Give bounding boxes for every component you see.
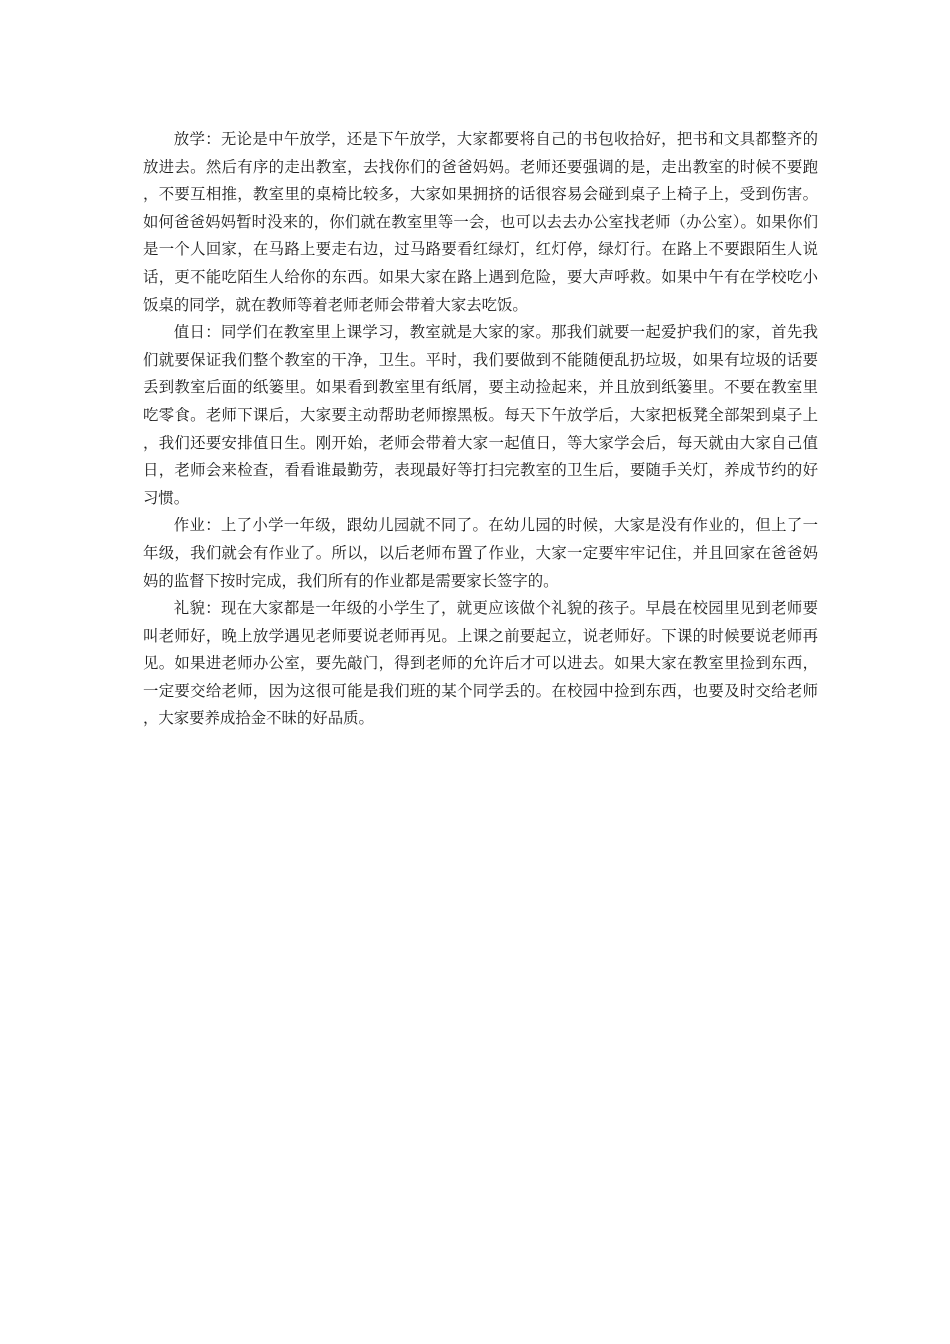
paragraph-homework: 作业：上了小学一年级，跟幼儿园就不同了。在幼儿园的时候，大家是没有作业的，但上了一年级，我们就会有作业了。所以，以后老师布置了作业，大家一定要牢牢记住，并且回家在爸爸妈妈的监督下按时完成，我们所有的作业都是需要家长签字的。 (143, 516, 818, 590)
paragraph-duty: 值日：同学们在教室里上课学习，教室就是大家的家。那我们就要一起爱护我们的家，首先我们就要保证我们整个教室的干净，卫生。平时，我们要做到不能随便乱扔垃圾，如果有垃圾的话要丢到教室后面的纸篓里。如果看到教室里有纸屑，要主动捡起来，并且放到纸篓里。不要在教室里吃零食。老师下课后，大家要主动帮助老师擦黑板。每天下午放学后，大家把板凳全部架到桌子上，我们还要安排值日生。刚开始，老师会带着大家一起值日，等大家学会后，每天就由大家自己值日，老师会来检查，看看谁最勤劳，表现最好等打扫完教室的卫生后，要随手关灯，养成节约的好习惯。 (143, 323, 818, 507)
paragraph-dismissal: 放学：无论是中午放学，还是下午放学，大家都要将自己的书包收拾好，把书和文具都整齐的放进去。然后有序的走出教室，去找你们的爸爸妈妈。老师还要强调的是，走出教室的时候不要跑，不要互相推，教室里的桌椅比较多，大家如果拥挤的话很容易会碰到桌子上椅子上，受到伤害。如何爸爸妈妈暂时没来的，你们就在教室里等一会，也可以去去办公室找老师（办公室）。如果你们是一个人回家，在马路上要走右边，过马路要看红绿灯，红灯停，绿灯行。在路上不要跟陌生人说话，更不能吃陌生人给你的东西。如果大家在路上遇到危险，要大声呼救。如果中午有在学校吃小饭桌的同学，就在教师等着老师老师会带着大家去吃饭。 (143, 130, 818, 314)
document-body (143, 126, 818, 733)
paragraph-manners: 礼貌：现在大家都是一年级的小学生了，就更应该做个礼貌的孩子。早晨在校园里见到老师要叫老师好，晚上放学遇见老师要说老师再见。上课之前要起立，说老师好。下课的时候要说老师再见。如果进老师办公室，要先敲门，得到老师的允许后才可以进去。如果大家在教室里捡到东西，一定要交给老师，因为这很可能是我们班的某个同学丢的。在校园中捡到东西，也要及时交给老师，大家要养成拾金不昧的好品质。 (143, 599, 818, 728)
